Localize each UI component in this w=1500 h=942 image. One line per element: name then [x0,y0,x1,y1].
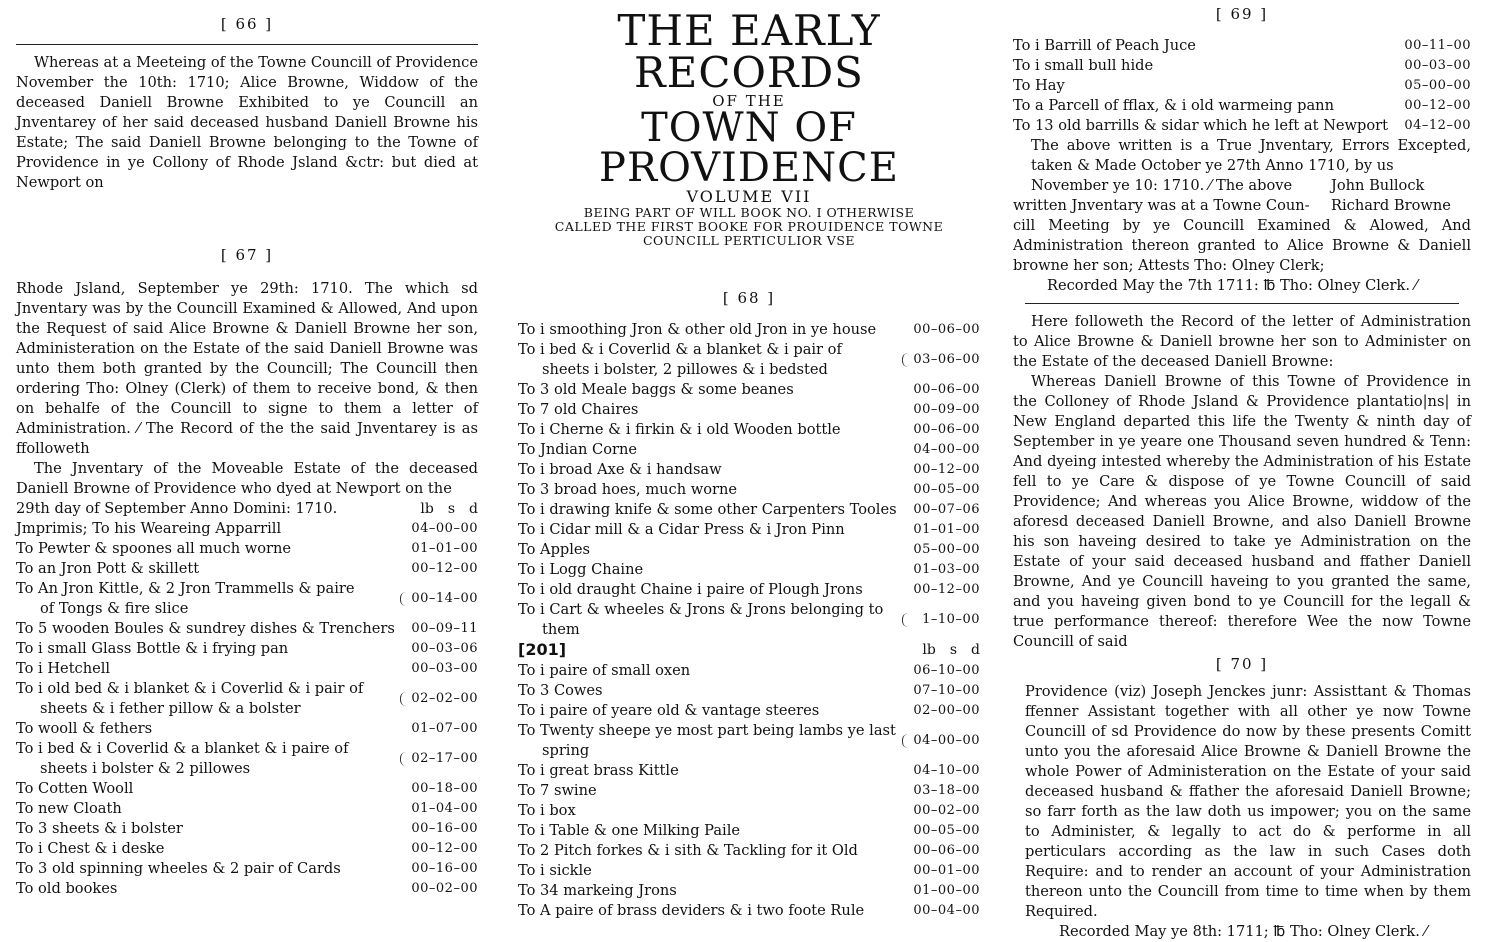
item-amount: 00–12–00 [411,561,478,576]
inventory-item [518,681,980,701]
item-line: To an Jron Pott & skillett [16,560,200,577]
inventory-item [16,719,478,739]
page69-note2a: November ye 10: 1710. ⁄ The above [1031,177,1293,194]
item-description [518,520,910,540]
column-left [16,0,478,899]
column-right [1013,0,1471,942]
page69-recorded: Recorded May the 7th 1711: ℔ Tho: Olney Clerk. ⁄ [1047,277,1418,294]
item-line: To 13 old barrills & sidar which he left at Newport [1013,117,1388,134]
page70-recorded: Recorded May ye 8th: 1711; ℔ Tho: Olney Clerk. ⁄ [1059,923,1427,940]
page67-text1: Rhode Jsland, September ye 29th: 1710. The which sd Jnventary was by the Councill Examined & Allowed, And upon the Request of said Alice Browne & Daniell Browne her son, Administeration on the Estate of the said Daniell Browne was unto them both granted by the Councill; The Councill then ordering Tho: Olney (Clerk) of them to receive bond, & then on behalfe of the Councill to signe to them a letter of Administration. ⁄ The Record of the the said Jnventarey is as ffolloweth [16,280,478,457]
item-description [518,661,910,681]
item-amount: 00–12–00 [1404,98,1471,113]
inventory-item [518,701,980,721]
item-description [518,881,910,901]
item-line: To i Cart & wheeles & Jrons & Jrons belonging to [518,601,884,618]
item-description [518,480,910,500]
item-line: To i Logg Chaine [518,561,644,578]
item-line: To old bookes [16,880,118,897]
item-amount: 04–00–00 [910,731,980,751]
item-line-continued: spring [542,742,590,759]
signature-row-1 [1013,176,1471,196]
lsd-s: s [949,642,958,658]
item-line: To Jndian Corne [518,441,637,458]
item-amount: 00–14–00 [408,589,478,609]
page-number-66: [ 66 ] [220,15,274,33]
item-description [1013,96,1401,116]
item-line: To i small bull hide [1013,57,1154,74]
item-amount: 03–06–00 [910,350,980,370]
item-line: To Hay [1013,77,1065,94]
item-line-continued: sheets i bolster & 2 pillowes [40,760,251,777]
column-middle [518,0,980,921]
item-line: To i paire of small oxen [518,662,691,679]
item-amount: 00–05–00 [913,823,980,838]
inventory-item [518,580,980,600]
item-amount: 05–00–00 [913,542,980,557]
item-description [16,679,408,719]
lsd-lb: lb [420,501,434,517]
item-line: To i Cherne & i firkin & i old Wooden bottle [518,421,841,438]
item-amount: 01–00–00 [913,883,980,898]
item-line: To 34 markeing Jrons [518,882,677,899]
item-description [16,819,408,839]
item-line: To 7 old Chaires [518,401,639,418]
item-description [518,781,910,801]
item-amount: 04–12–00 [1404,118,1471,133]
item-line: To Twenty sheepe ye most part being lambs ye last [518,722,896,739]
item-line: To 3 old Meale baggs & some beanes [518,381,794,398]
item-amount: 00–12–00 [913,462,980,477]
page69-note1: The above written is a True Jnventary, Errors Excepted, taken & Made October ye 27th Anno 1710, by us [1031,137,1471,174]
item-description [16,719,408,739]
item-description [518,340,910,380]
subtitle: BEING PART OF WILL BOOK NO. I OTHERWISE CALLED THE FIRST BOOKE FOR PROUIDENCE TOWNE COUNCILL PERTICULIOR VSE [554,205,944,248]
item-description [16,659,408,679]
inventory-item [16,799,478,819]
lsd-d: d [469,501,478,517]
item-line: To i old bed & i blanket & i Coverlid & i pair of [16,680,364,697]
inventory-item [518,761,980,781]
item-description [518,500,910,520]
inventory-item [518,560,980,580]
signer-richard-browne: Richard Browne [1331,197,1451,214]
inventory-item [16,739,478,779]
inventory-item [518,600,980,640]
item-description [518,861,910,881]
item-description [518,380,910,400]
item-line: To i old draught Chaine i paire of Plough Jrons [518,581,863,598]
item-amount: 01–01–00 [411,541,478,556]
item-line: To 5 wooden Boules & sundrey dishes & Trenchers [16,620,395,637]
item-line: To 3 Cowes [518,682,603,699]
title-of-the: OF THE [712,92,786,110]
item-amount: 00–02–00 [411,881,478,896]
marker-row [518,640,980,661]
item-amount: 03–18–00 [913,783,980,798]
inventory-item [16,659,478,679]
item-amount: 02–17–00 [408,749,478,769]
item-description [518,580,910,600]
item-amount: 00–01–00 [913,863,980,878]
inventory-item [1013,116,1471,136]
item-description [518,681,910,701]
page-marker-201: [201] [518,640,567,659]
page-number-70: [ 70 ] [1215,655,1269,673]
inventory-item [518,781,980,801]
inventory-item [518,320,980,340]
item-line: To 3 broad hoes, much worne [518,481,738,498]
item-description [1013,56,1401,76]
item-line-continued: sheets & i fether pillow & a bolster [40,700,301,717]
inventory-item [16,639,478,659]
inventory-item [518,340,980,380]
item-line-continued: sheets i bolster, 2 pillowes & i bedsted [542,361,828,378]
item-description [16,639,408,659]
item-amount: 01–07–00 [411,721,478,736]
item-amount: 06–10–00 [913,663,980,678]
item-line: To 3 sheets & i bolster [16,820,183,837]
inventory-item [1013,76,1471,96]
item-amount: 01–01–00 [913,522,980,537]
item-description [518,821,910,841]
inventory-item [16,679,478,719]
item-amount: 00–06–00 [913,382,980,397]
item-amount: 00–06–00 [913,322,980,337]
inventory-item [518,861,980,881]
item-amount: 01–03–00 [913,562,980,577]
item-line-continued: them [542,621,580,638]
inventory-item [518,440,980,460]
item-line: Jmprimis; To his Weareing Apparrill [16,520,282,537]
item-amount: 00–16–00 [411,861,478,876]
inventory-item [518,841,980,861]
page-number-67: [ 67 ] [220,246,274,264]
item-description [16,859,408,879]
item-amount: 04–10–00 [913,763,980,778]
item-description [1013,36,1401,56]
item-description [16,839,408,859]
item-description [16,559,408,579]
inventory-item [16,519,478,539]
item-amount: 00–02–00 [913,803,980,818]
inventory-heading-row [16,499,478,519]
page70-text: Providence (viz) Joseph Jenckes junr: Assisttant & Thomas ffenner Assistant together with all other ye now Towne Councill of sd Providence do now by these presents Comitt unto you the aforesaid Alice Browne & Daniell Browne the whole Power of Administeration on the Estate of your said deceased husband & ffather the aforesaid Daniell Browne; so farr forth as the law doth us impower; you on the same to Administer, & legally to act do & performe in all perticulars according as the law in such Cases doth Require: and to render an account of your Administration thereon unto the Councill from time to time when by them Required. [1025,683,1471,920]
item-amount: 04–00–00 [913,442,980,457]
item-line: To i bed & i Coverlid & a blanket & i pair of [518,341,842,358]
item-amount: 00–04–00 [913,903,980,918]
item-description [16,799,408,819]
inventory-item [518,380,980,400]
item-line: To 3 old spinning wheeles & 2 pair of Cards [16,860,341,877]
item-line: To i smoothing Jron & other old Jron in ye house [518,321,877,338]
inventory-item [1013,36,1471,56]
item-description [16,519,408,539]
item-description [16,739,408,779]
item-description [16,879,408,899]
item-description [518,721,910,761]
item-amount: 00–09–11 [411,621,478,636]
item-line-continued: of Tongs & fire slice [40,600,189,617]
lsd-header [408,499,478,519]
item-line: To Apples [518,541,591,558]
item-description [1013,116,1401,136]
item-amount: 00–11–00 [1404,38,1471,53]
item-amount: 1–10–00 [910,610,980,630]
inventory-item [16,819,478,839]
item-description [518,761,910,781]
item-line: To Cotten Wooll [16,780,134,797]
page69-para2: Whereas Daniell Browne of this Towne of Providence in the Colloney of Rhode Jsland & Providence plantatio|ns| in New England departed this life the Twenty & ninth day of September in ye yeare one Thousand seven hundred & Tenn: And dyeing intested whereby the Administration of his Estate fell to ye Care & dispose of ye Towne Councill of said Providence; And whereas you Alice Browne, widdow of the aforesd deceased Daniell Browne, and also Daniell Browne his son haveing desired to take ye Administration on the Estate of your said deceased husband and ffather Daniell Browne, And ye Councill haveing to you granted the same, and you haveing given bond to ye Councill for the legall & true performance thereof: therefore Wee the now Towne Councill of said [1013,373,1471,650]
inventory-item [16,619,478,639]
item-description [518,701,910,721]
inventory-item [16,839,478,859]
item-description [518,460,910,480]
item-line: To i Chest & i deske [16,840,165,857]
item-description [16,539,408,559]
item-line: To i Table & one Milking Paile [518,822,741,839]
inventory-item [518,480,980,500]
lsd-d: d [971,642,980,658]
item-line: To i bed & i Coverlid & a blanket & i paire of [16,740,349,757]
item-amount: 00–18–00 [411,781,478,796]
item-amount: 00–16–00 [411,821,478,836]
item-amount: 00–06–00 [913,422,980,437]
item-line: To A paire of brass deviders & i two foote Rule [518,902,865,919]
item-description [518,901,910,921]
item-line: To i great brass Kittle [518,762,679,779]
item-line: To 2 Pitch forkes & i sith & Tackling for it Old [518,842,858,859]
item-description [16,619,408,639]
inventory-item [16,859,478,879]
inventory-item [518,520,980,540]
item-description [518,600,910,640]
page69-note3: cill Meeting by ye Councill Examined & Alowed, And Administration thereon granted to Alice Browne & Daniell browne her son; Attests Tho: Olney Clerk; [1013,217,1471,274]
lsd-s: s [447,501,456,517]
inventory-list-68 [518,320,980,640]
item-amount: 00–05–00 [913,482,980,497]
page69-note2b: written Jnventary was at a Towne Coun- [1013,197,1310,214]
item-description [518,320,910,340]
signer-john-bullock: John Bullock [1331,177,1425,194]
item-line: To i Hetchell [16,660,111,677]
inventory-item [518,420,980,440]
item-line: To i sickle [518,862,592,879]
inventory-item [518,881,980,901]
item-description [518,560,910,580]
item-line: To Pewter & spoones all much worne [16,540,292,557]
inventory-item [1013,96,1471,116]
item-description [518,400,910,420]
item-description [518,420,910,440]
item-line: To a Parcell of fflax, & i old warmeing pann [1013,97,1334,114]
page-number-69: [ 69 ] [1215,5,1269,23]
item-line: To i small Glass Bottle & i frying pan [16,640,289,657]
inventory-item [16,559,478,579]
item-amount: 00–12–00 [913,582,980,597]
inventory-item [16,879,478,899]
item-line: To i broad Axe & i handsaw [518,461,722,478]
item-amount: 04–00–00 [411,521,478,536]
item-amount: 02–02–00 [408,689,478,709]
item-amount: 00–12–00 [411,841,478,856]
item-amount: 00–03–00 [411,661,478,676]
inventory-item [518,500,980,520]
item-amount: 00–09–00 [913,402,980,417]
page67-text3: 29th day of September Anno Domini: 1710. [16,500,338,517]
signature-row-2 [1013,196,1471,216]
item-amount: 00–03–06 [411,641,478,656]
item-line: To wooll & fethers [16,720,153,737]
inventory-list-68b [518,661,980,921]
inventory-list-67 [16,519,478,899]
item-line: To i drawing knife & some other Carpenters Tooles [518,501,897,518]
item-description [16,579,408,619]
item-line: To i paire of yeare old & vantage steeres [518,702,820,719]
title-early-records: THE EARLY RECORDS [617,6,881,97]
inventory-item [16,579,478,619]
item-line: To 7 swine [518,782,597,799]
title-town: TOWN OF PROVIDENCE [599,105,899,191]
item-description [16,779,408,799]
inventory-item [518,661,980,681]
item-amount: 07–10–00 [913,683,980,698]
item-description [518,841,910,861]
item-description [518,801,910,821]
item-line: To i box [518,802,576,819]
item-amount: 00–07–06 [913,502,980,517]
item-line: To i Barrill of Peach Juce [1013,37,1196,54]
item-description [1013,76,1401,96]
inventory-item [518,540,980,560]
item-amount: 00–03–00 [1404,58,1471,73]
lsd-header-2 [910,640,980,660]
item-amount: 01–04–00 [411,801,478,816]
item-line: To new Cloath [16,800,122,817]
inventory-item [518,901,980,921]
item-amount: 02–00–00 [913,703,980,718]
inventory-item [518,721,980,761]
item-description [518,440,910,460]
page66-text: Whereas at a Meeteing of the Towne Councill of Providence November the 10th: 1710; Alice Browne, Widdow of the deceased Daniell Browne Exhibited to ye Councill an Jnventarey of her said deceased husband Daniell Browne his Estate; The said Daniell Browne belonging to the Towne of Providence in ye Collony of Rhode Jsland &ctr: but died at Newport on [16,54,478,191]
inventory-item [518,400,980,420]
page-number-68: [ 68 ] [722,289,776,307]
inventory-list-69 [1013,36,1471,136]
item-line: To i Cidar mill & a Cidar Press & i Jron Pinn [518,521,845,538]
inventory-item [518,460,980,480]
page67-text2: The Jnventary of the Moveable Estate of the deceased Daniell Browne of Providence who dyed at Newport on the [16,460,478,497]
lsd-lb: lb [922,642,936,658]
page69-para1: Here followeth the Record of the letter of Administration to Alice Browne & Daniell browne her son to Administer on the Estate of the deceased Daniell Browne: [1013,313,1471,370]
inventory-item [16,779,478,799]
item-amount: 00–06–00 [913,843,980,858]
item-amount: 05–00–00 [1404,78,1471,93]
inventory-item [1013,56,1471,76]
inventory-item [518,801,980,821]
inventory-item [16,539,478,559]
item-line: To An Jron Kittle, & 2 Jron Trammells & paire [16,580,355,597]
inventory-item [518,821,980,841]
title-volume: VOLUME VII [686,187,812,206]
item-description [518,540,910,560]
